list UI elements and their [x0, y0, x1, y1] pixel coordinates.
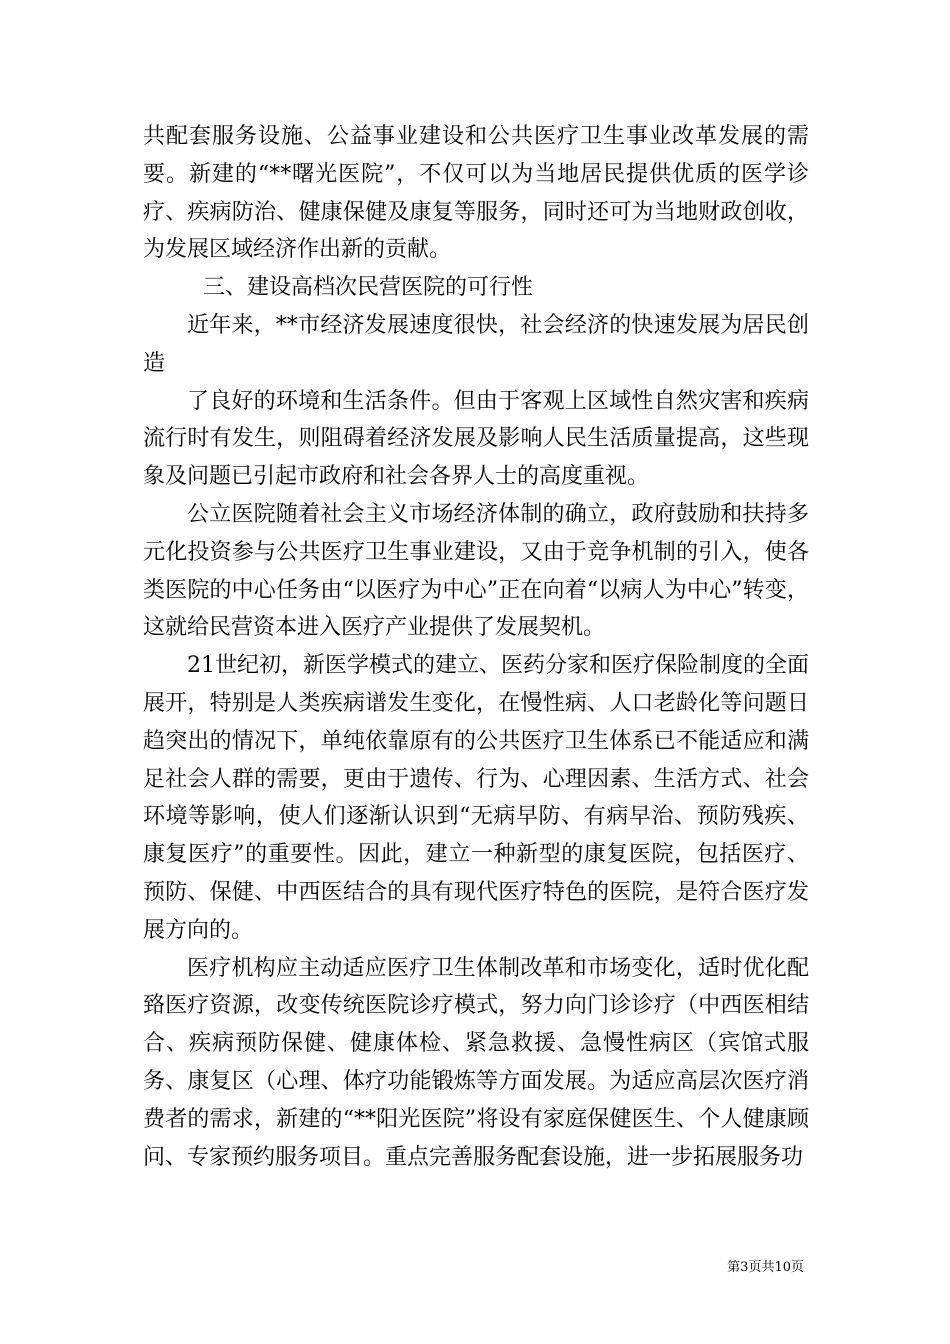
paragraph: 医疗机构应主动适应医疗卫生体制改革和市场变化，适时优化配臵医疗资源，改变传统医院诊疗模式，努力向门诊诊疗（中西医相结合、疾病预防保健、健康体检、紧急救援、急慢性病区（宾馆式服务、康复区（心理、体疗功能锻炼等方面发展。为适应高层次医疗消费者的需求，新建的“**阳光医院”将设有家庭保健医生、个人健康顾问、专家预约服务项目。重点完善服务配套设施，进一步拓展服务功 [143, 955, 809, 1170]
document-body [143, 118, 809, 1176]
paragraph: 21世纪初，新医学模式的建立、医药分家和医疗保险制度的全面展开，特别是人类疾病谱发生变化，在慢性病、人口老龄化等问题日趋突出的情况下，单纯依靠原有的公共医疗卫生体系已不能适应和满足社会人群的需要，更由于遗传、行为、心理因素、生活方式、社会环境等影响，使人们逐渐认识到“无病早防、有病早治、预防残疾、康复医疗”的重要性。因此，建立一种新型的康复医院，包括医疗、预防、保健、中西医结合的具有现代医疗特色的医院，是符合医疗发展方向的。 [143, 653, 809, 943]
paragraph: 了良好的环境和生活条件。但由于客观上区域性自然灾害和疾病流行时有发生，则阻碍着经济发展及影响人民生活质量提高，这些现象及问题已引起市政府和社会各界人士的高度重视。 [143, 388, 809, 490]
section-heading: 三、建设高档次民营医院的可行性 [203, 275, 534, 301]
paragraph: 近年来，**市经济发展速度很快，社会经济的快速发展为居民创造 [143, 312, 809, 376]
paragraph: 公立医院随着社会主义市场经济体制的确立，政府鼓励和扶持多元化投资参与公共医疗卫生事业建设，又由于竞争机制的引入，使各类医院的中心任务由“以医疗为中心”正在向着“以病人为中心”转变，这就给民营资本进入医疗产业提供了发展契机。 [143, 501, 809, 641]
page-number-footer: 第3页共10页 [727, 1260, 804, 1275]
paragraph-continuation: 共配套服务设施、公益事业建设和公共医疗卫生事业改革发展的需要。新建的“**曙光医院”，不仅可以为当地居民提供优质的医学诊疗、疾病防治、健康保健及康复等服务，同时还可为当地财政创收，为发展区域经济作出新的贡献。 [143, 124, 809, 263]
